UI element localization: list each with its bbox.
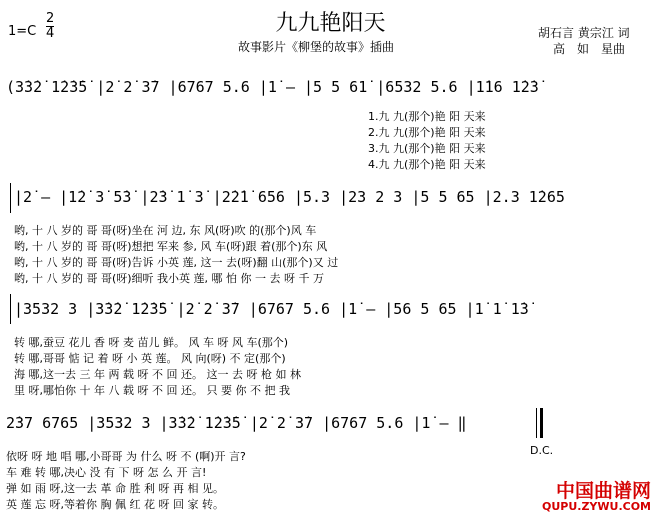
time-signature — [46, 12, 54, 41]
lyric-line-3-2: 转 哪,哥哥 惦 记 着 呀 小 英 莲。 风 向(呀) 不 定(那个) — [14, 352, 286, 365]
lyricist-credit: 胡石言 黄宗江 词 — [538, 26, 630, 40]
score-line-2: |2̇ – |1̇2̇ 3̇ 5̇3̇ |2̇3̇ 1̇ 3̇ |2̇2̇1̇ 656 |5.3 |23 2 3 |5 5 65 |2.3 1̇265 — [14, 188, 565, 206]
lyric-line-2-2: 哟, 十 八 岁的 哥 哥(呀)想把 军来 参, 风 车(呀)跟 着(那个)东 风 — [14, 240, 328, 253]
dc-mark: D.C. — [530, 444, 554, 457]
lyric-line-2-3: 哟, 十 八 岁的 哥 哥(呀)告诉 小英 莲, 这一 去(呀)翻 山(那个)又 过 — [14, 256, 339, 269]
lyric-line-1-3: 3.九 九(那个)艳 阳 天来 — [368, 142, 486, 155]
song-title: 九九艳阳天 — [275, 11, 386, 36]
score-line-3: |3532 3 |3̇3̇2̇ 1̇2̇3̇5̇ |2̇ 2̇ 3̇7 |6767 5.6 |1̇ – |56 5 65 |1̇ 1̇ 1̇3̇ — [14, 300, 529, 318]
watermark-url: QUPU.ZYWU.COM — [541, 500, 651, 513]
lyric-line-3-3: 海 哪,这一去 三 年 两 载 呀 不 回 还。 这一 去 呀 枪 如 林 — [14, 368, 301, 381]
score-line-4: 2̇37 6765 |3532 3 |3̇3̇2̇ 1̇2̇3̇5̇ |2̇ 2̇ 3̇7 |6767 5.6 |1̇ – ‖ — [6, 414, 467, 432]
lyric-line-4-4: 英 莲 忘 呀,等着你 胸 佩 红 花 呀 回 家 转。 — [6, 498, 224, 511]
time-signature-top: 2 — [46, 11, 55, 26]
score-line-1: (3̇3̇2̇ 1̇2̇3̇5̇ |2̇ 2̇ 3̇7 |6767 5.6 |1̇ – |5 5 61̇ |6532 5.6 |1̇16 1̇2̇3̇ — [6, 78, 539, 96]
final-bar-thick — [540, 408, 543, 438]
lyric-line-1-2: 2.九 九(那个)艳 阳 天来 — [368, 126, 486, 139]
system-start-bar — [10, 294, 11, 324]
system-start-bar — [10, 183, 11, 213]
composer-credit: 高 如 星曲 — [553, 42, 626, 56]
lyric-line-3-1: 转 哪,蚕豆 花儿 香 呀 麦 苗儿 鲜。 风 车 呀 风 车(那个) — [14, 336, 289, 349]
lyric-line-1-4: 4.九 九(那个)艳 阳 天来 — [368, 158, 486, 171]
lyric-line-1-1: 1.九 九(那个)艳 阳 天来 — [368, 110, 486, 123]
key-signature: 1=C — [8, 24, 37, 39]
time-signature-bottom: 4 — [46, 26, 55, 41]
watermark-logo: 中国曲谱网 — [555, 480, 651, 502]
lyric-line-4-2: 车 难 转 哪,决心 没 有 下 呀 怎 么 开 言! — [6, 466, 207, 479]
lyric-line-4-3: 弹 如 雨 呀,这一去 革 命 胜 利 呀 再 相 见。 — [6, 482, 224, 495]
lyric-line-4-1: 依呀 呀 地 唱 哪,小哥哥 为 什么 呀 不 (啊)开 言? — [6, 450, 246, 463]
lyric-line-2-4: 哟, 十 八 岁的 哥 哥(呀)细听 我小英 莲, 哪 怕 你 一 去 呀 千 万 — [14, 272, 325, 285]
song-subtitle: 故事影片《柳堡的故事》插曲 — [238, 40, 395, 54]
final-bar-thin — [536, 408, 537, 438]
lyric-line-3-4: 里 呀,哪怕你 十 年 八 载 呀 不 回 还。 只 要 你 不 把 我 — [14, 384, 290, 397]
lyric-line-2-1: 哟, 十 八 岁的 哥 哥(呀)坐在 河 边, 东 风(呀)吹 的(那个)风 车 — [14, 224, 317, 237]
